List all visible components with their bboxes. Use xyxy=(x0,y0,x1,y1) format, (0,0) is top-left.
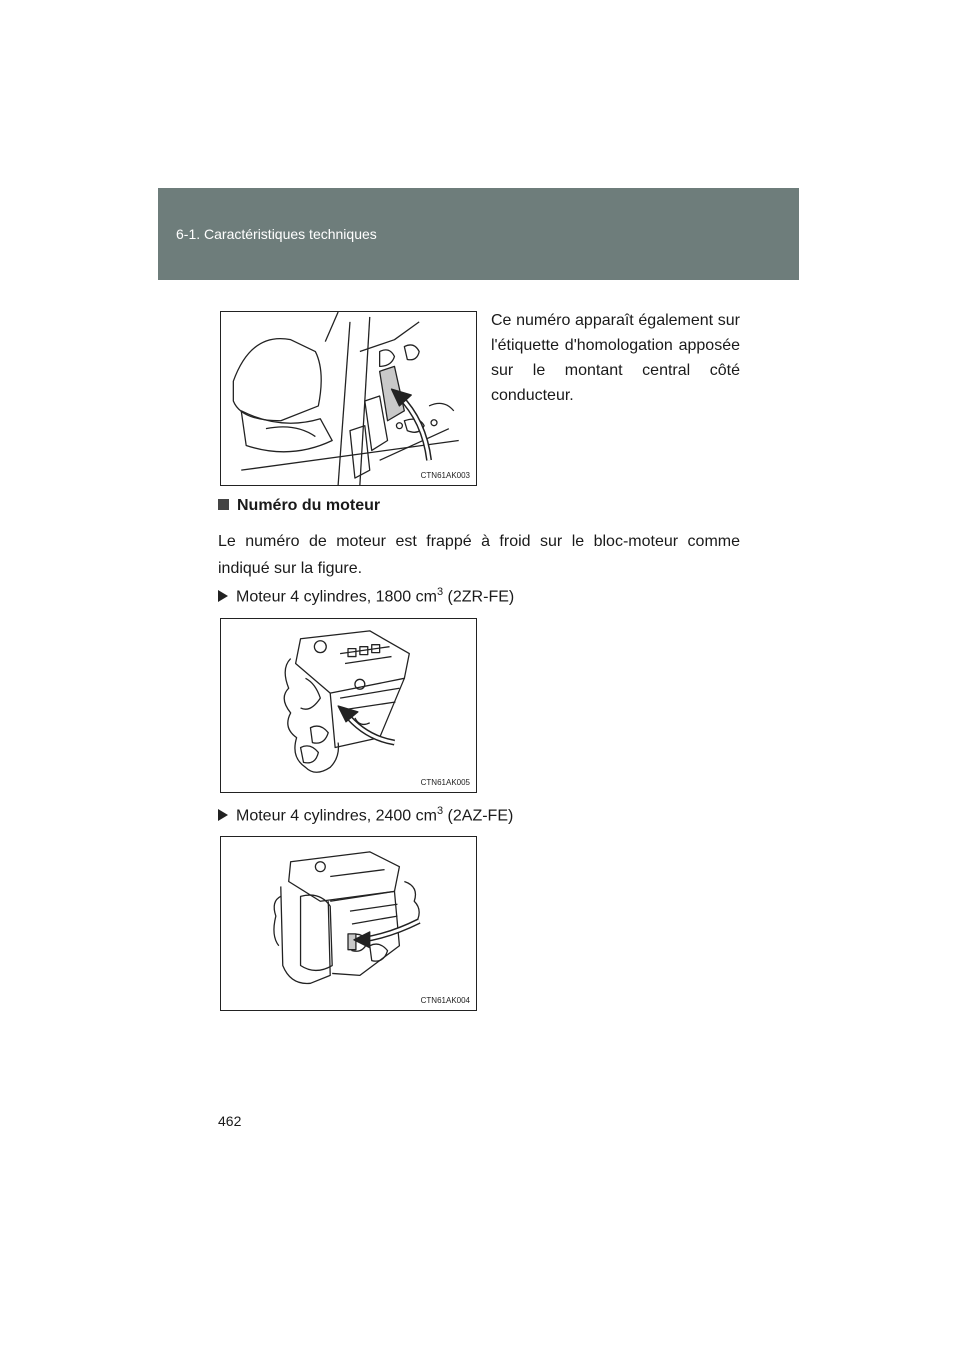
figure-engine-2400 xyxy=(220,836,477,1011)
engine-item-2400: Moteur 4 cylindres, 2400 $cm^3$ (2AZ-FE) xyxy=(218,805,513,825)
engine-number-heading: Numéro du moteur xyxy=(218,497,380,515)
pillar-illustration xyxy=(221,312,476,485)
caption-text: Ce numéro apparaît également sur l'étiquette d'homologation apposée sur le montant central côté conducteur. xyxy=(491,312,740,404)
figure-code: CTN61AK005 xyxy=(420,778,470,787)
figure-engine-1800 xyxy=(220,618,477,793)
engine-number-paragraph: Le numéro de moteur est frappé à froid sur le bloc-moteur comme indiqué sur la figure. xyxy=(218,533,740,577)
figure-code: CTN61AK003 xyxy=(420,471,470,480)
engine-2400-illustration xyxy=(221,837,476,1010)
section-title-header: 6-1. Caractéristiques techniques xyxy=(176,226,377,242)
triangle-bullet-icon xyxy=(218,590,228,602)
square-bullet-icon xyxy=(218,499,229,510)
triangle-bullet-icon xyxy=(218,809,228,821)
figure-code: CTN61AK004 xyxy=(420,996,470,1005)
section-header xyxy=(158,188,799,280)
figure-pillar-label xyxy=(220,311,477,486)
engine-item-1800: Moteur 4 cylindres, 1800 $cm^3$ (2ZR-FE) xyxy=(218,586,514,606)
engine-1800-illustration xyxy=(221,619,476,792)
page-number: 462 xyxy=(218,1113,242,1129)
